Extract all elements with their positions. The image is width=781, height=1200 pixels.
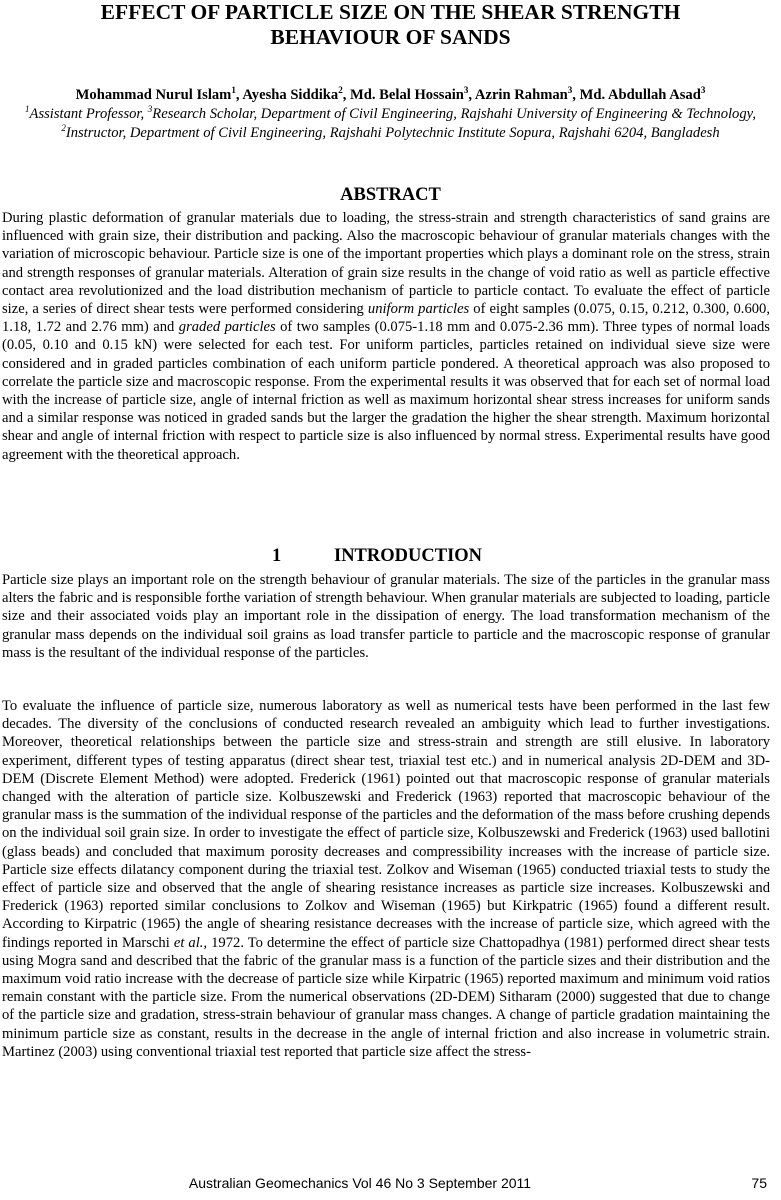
intro-text: To evaluate the influence of particle size, numerous laboratory as well as numerical tests have been performed in the last few decades. The diversity of the conclusions of conducted research revealed an ambiguity which lead to further investigations. Moreover, theoretical relationships between the particle size and stress-strain and strength are still elusive. In laboratory experiment, different types of testing apparatus (direct shear test, triaxial test etc.) and in numerical analysis 2D-DEM and 3D-DEM (Discrete Element Method) were adopted. Frederick (1961) pointed out that macroscopic response of granular materials changed with the alteration of particle size. Kolbuszewski and Frederick (1963) reported that macroscopic behaviour of the granular mass is the summation of the individual response of the particles and the deformation of the mass before crushing depends on the individual soil grain size. In order to investigate the effect of particle size, Kolbuszewski and Frederick (1963) used ballotini (glass beads) and concluded that maximum porosity decreases and compressibility increases with the increase of particle size. Particle size effects dilatancy component during the triaxial test. Zolkov and Wiseman (1965) conducted triaxial tests to study the effect of particle size and observed that the angle of shearing resistance increases as particle size increases. Kolbuszewski and Frederick (1963) reported similar conclusions to Zolkov and Wiseman (1965) but Kirkpatric (1965) found a different result. According to Kirpatric (1965) the angle of shearing resistance decreases with the increase of particle size, which agreed with the findings reported in Marschi <box>2 698 770 951</box>
section-number: 1 <box>272 546 282 566</box>
abstract-body <box>2 209 770 464</box>
author-affil-mark: 3 <box>567 85 573 96</box>
intro-paragraph-2 <box>2 697 770 1061</box>
page-footer <box>0 1173 781 1193</box>
paper-title <box>0 0 781 50</box>
affiliations <box>0 105 781 143</box>
author-name: Md. Belal Hossain <box>349 87 464 103</box>
intro-text: 1972. To determine the effect of particle size Chattopadhya (1981) performed direct shear tests using Mogra sand and described that the fabric of the granular mass is a function of the particle sizes and their distribution and the maximum void ratio increase with the decrease of particle size while Kirpatric (1965) reported maximum and minimum void ratios remain constant with the particle size. From the numerical observations (2D-DEM) Sitharam (2000) suggested that due to change of the particle size and gradation, stress-strain behaviour of granular mass changes. A change of particle gradation maintaining the minimum particle size as constant, results in the decrease in the angle of internal friction and also increase in volumetric strain. Martinez (2003) using conventional triaxial test reported that particle size affect the stress- <box>2 934 770 1060</box>
abstract-text: of eight samples (0.075, 0.15, 0.212, 0.300, 0.600, 1.18, 1.72 and 2.76 mm) and <box>2 301 770 336</box>
abstract-text: of two samples (0.075-1.18 mm and 0.075-2.36 mm). Three types of normal loads (0.05, 0.10 and 0.15 kN) were selected for each test. For uniform particles, particles retained on individual sieve size were considered and in graded particles combination of each uniform particle pondered. A theoretical approach was also proposed to correlate the particle size and macroscopic response. From the experimental results it was observed that for each set of normal load with the increase of particle size, angle of internal friction as well as maximum horizontal shear stress increases for uniform sands and a similar response was noticed in graded sands but the larger the gradation the higher the shear strength. Maximum horizontal shear and angle of internal friction with respect to particle size is also influenced by normal stress. Experimental results have good agreement with the theoretical approach. <box>2 319 770 463</box>
affil-text: Research Scholar, Department of Civil Engineering, Rajshahi University of Engineering & Technology, <box>152 106 756 122</box>
section-title: INTRODUCTION <box>334 546 483 566</box>
affil-text: Assistant Professor, <box>29 106 148 122</box>
author-name: Ayesha Siddika <box>242 87 339 103</box>
affil-text: Instructor, Department of Civil Engineering, Rajshahi Polytechnic Institute Sopura, Rajshahi 6204, Bangladesh <box>65 125 720 141</box>
affil-mark: 1 <box>25 104 30 115</box>
author-name: Mohammad Nurul Islam <box>75 87 232 103</box>
author-affil-mark: 1 <box>231 85 236 96</box>
journal-citation: Australian Geomechanics Vol 46 No 3 September 2011 <box>188 1175 532 1191</box>
author-affil-mark: 2 <box>338 85 343 96</box>
title-line-2: BEHAVIOUR OF SANDS <box>270 25 511 49</box>
abstract-heading: ABSTRACT <box>340 185 441 205</box>
author-name: Azrin Rahman <box>474 87 568 103</box>
abstract-text: During plastic deformation of granular materials due to loading, the stress-strain and strength characteristics of sand grains are influenced with grain size, their distribution and packing. Also the macroscopic behaviour of granular materials changes with the variation of microscopic behaviour. Particle size is one of the important properties which plays a dominant role on the stress, strain and strength responses of granular materials. Alteration of grain size results in the change of void ratio as well as particle effective contact area revolutionized and the load distribution mechanism of particle to particle contact. To evaluate the effect of particle size, a series of direct shear tests were performed considering <box>2 210 770 318</box>
intro-paragraph-1: Particle size plays an important role on the strength behaviour of granular materials. The size of the particles in the granular mass alters the fabric and is responsible forthe variation of strength behaviour. When granular materials are subjected to loading, particle size and their associated voids play an important role in the dissipation of energy. The load transformation mechanism of the granular mass depends on the individual soil grains as load transfer particle to particle and the macroscopic response of granular mass is the resultant of the individual response of the particles. <box>2 572 770 661</box>
author-affil-mark: 3 <box>700 85 706 96</box>
intro-emphasis: et al., <box>173 934 208 951</box>
abstract-emphasis: graded particles <box>178 319 276 336</box>
affil-mark: 2 <box>61 123 66 134</box>
affil-mark: 3 <box>147 104 153 115</box>
author-name: Md. Abdullah Asad <box>579 87 701 103</box>
author-affil-mark: 3 <box>463 85 469 96</box>
page-number: 75 <box>751 1175 767 1191</box>
author-list: Mohammad Nurul Islam$^1$, Ayesha Siddika$^2$, Md. Belal Hossain$^3$, Azrin Rahman$^3$, Md. Abdullah Asad$^3$ <box>75 85 706 103</box>
title-line-1: EFFECT OF PARTICLE SIZE ON THE SHEAR STRENGTH <box>100 0 681 24</box>
abstract-emphasis: uniform particles <box>367 301 470 318</box>
